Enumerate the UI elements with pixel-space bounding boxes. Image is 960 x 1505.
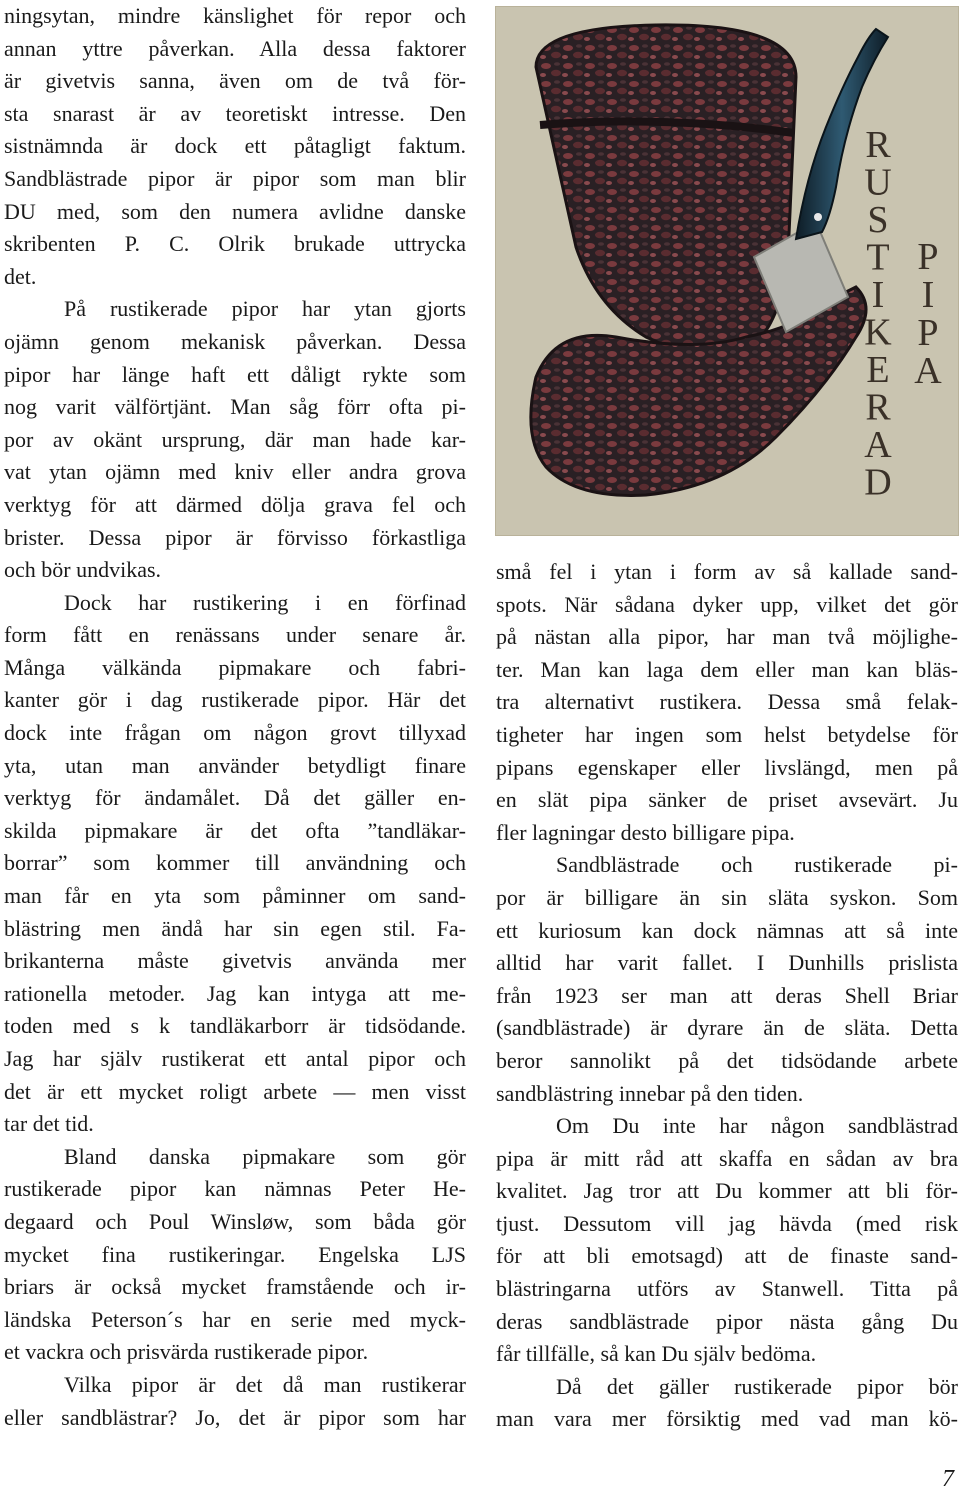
text-line: ett kuriosum kan dock nämnas att så inte [496,917,958,943]
figure-letter: D [864,461,892,504]
text-line: form fått en renässans under senare år. [4,622,466,648]
text-line: rationella metoder. Jag kan intyga att me- [4,980,466,1006]
text-line: spots. När sådana dyker upp, vilket det gör [496,591,958,617]
text-line: rustikerade pipor kan nämnas Peter He- [4,1176,466,1202]
text-line: tigheter har ingen som helst betydelse för [496,721,958,747]
text-line: sta snarast är av teoretiskt intresse. Den [4,100,466,126]
text-line: ojämn genom mekanisk påverkan. Dessa [4,328,466,354]
text-line: ningsytan, mindre känslighet för repor och [4,3,466,28]
text-line: ländska Peterson´s har en serie med myck- [4,1306,466,1332]
text-line: blästring men ändå har sin egen stil. Fa- [4,915,466,941]
text-line: Jag har själv rustikerat ett antal pipor och [4,1046,466,1071]
text-line: På rustikerade pipor har ytan gjorts [64,296,466,322]
text-line: verktyg för att därmed dölja grava fel och [4,491,466,517]
text-line: borrar” som kommer till användning och [4,850,466,876]
text-line: skribenten P. C. Olrik brukade uttrycka [4,231,466,257]
text-line: det är ett mycket roligt arbete — men visst [4,1078,466,1104]
text-line: Om Du inte har någon sandblästrad [556,1113,958,1139]
figure-letter: R [865,386,891,429]
text-line: deras sandblästrade pipor nästa gång Du [496,1308,958,1334]
text-line: och bör undvikas. [4,557,162,583]
text-line: toden med s k tandläkarborr är tidsödande. [4,1013,466,1039]
text-line: får tillfälle, så kan Du själv bedöma. [496,1341,817,1367]
text-line: por är billigare än sin släta syskon. Som [496,884,958,910]
text-line: skilda pipmakare är det ofta ”tandläkar- [4,817,466,843]
figure-letter: K [864,311,892,354]
text-line: man vara mer försiktig med vad man kö- [496,1406,958,1432]
text-line: yta, utan man använder betydligt finare [4,752,466,778]
text-line: Dock har rustikering i en förfinad [64,589,466,615]
text-line: tar det tid. [4,1111,94,1137]
text-line: från 1923 ser man att deras Shell Briar [496,982,958,1008]
text-line: mycket fina rustikeringar. Engelska LJS [4,1241,466,1267]
text-line: är givetvis sanna, även om de två för- [4,68,466,94]
text-line: beror sannolikt på det tidsödande arbete [496,1047,958,1073]
text-line: blästringarna utförs av Stanwell. Titta på [496,1276,958,1302]
figure-letter: R [865,124,891,166]
text-line: (sandblästrade) är dyrare än de släta. Detta [496,1015,958,1041]
text-line: briars är också mycket framstående och ir- [4,1274,466,1300]
left-text-column [4,0,466,1434]
text-line: sandblästring innebar på den tiden. [496,1080,804,1106]
pipe-image [496,7,958,535]
text-line: ter. Man kan laga dem eller man kan bläs- [496,656,958,682]
text-line: dock inte frågan om någon grovt tillyxad [4,720,466,746]
text-line: tra alternativt rustikera. Dessa små felak- [496,689,958,715]
text-line: Många välkända pipmakare och fabri- [4,654,466,680]
text-line: Då det gäller rustikerade pipor bör [556,1373,958,1399]
figure-letter: U [864,161,892,204]
text-line: Bland danska pipmakare som gör [64,1143,466,1169]
text-line: för att bli emotsagd) att de finaste sand- [496,1243,958,1269]
text-line: et vackra och prisvärda rustikerade pipor. [4,1339,369,1365]
figure-letter: S [867,199,889,241]
text-line: på nästan alla pipor, har man två möjlighe- [496,624,958,650]
text-line: fler lagningar desto billigare pipa. [496,819,795,845]
text-line: en slät pipa sänker de priset avsevärt. Ju [496,787,958,813]
figure-letter: P [917,236,939,278]
text-line: degaard och Poul Winsløw, som båda gör [4,1208,466,1234]
figure-letter: T [866,236,890,279]
text-line: annan yttre påverkan. Alla dessa faktorer [4,35,466,61]
figure-letter: P [917,312,939,354]
text-line: por av okänt ursprung, där man hade kar- [4,426,466,452]
text-line: eller sandblästrar? Jo, det är pipor som har [4,1404,466,1430]
rustikerad-pipa-illustration [495,6,959,536]
text-line: DU med, som den numera avlidne danske [4,198,466,224]
figure-letter: A [914,350,942,392]
text-line: verktyg för ändamålet. Då det gäller en- [4,785,466,811]
text-line: kanter gör i dag rustikerade pipor. Här det [4,687,466,713]
text-line: kvalitet. Jag tror att Du kommer att bli för- [496,1178,958,1204]
figure-letter: I [921,274,935,316]
text-line: det. [4,263,37,289]
text-line: Sandblästrade pipor är pipor som man blir [4,165,466,191]
text-line: alltid har varit fallet. I Dunhills prislista [496,950,958,976]
text-line: pipor har länge haft ett dåligt rykte som [4,361,466,387]
text-line: tjust. Dessutom vill jag hävda (med risk [496,1210,958,1236]
text-line: vat ytan ojämn med kniv eller andra grova [4,459,466,485]
right-text-column [496,556,958,1436]
figure-letter: I [871,274,885,316]
text-line: brister. Dessa pipor är förvisso förkastliga [4,524,466,550]
figure-letter: E [866,349,890,391]
text-line: brikanterna måste givetvis använda mer [4,948,466,974]
text-line: små fel i ytan i form av så kallade sand- [496,559,958,584]
text-line: pipa är mitt råd att skaffa en sådan av bra [496,1145,958,1171]
text-line: pipans egenskaper eller livslängd, men på [496,754,958,780]
text-line: Sandblästrade och rustikerade pi- [556,852,958,878]
text-line: man får en yta som påminner om sand- [4,883,466,909]
text-line: nog varit välförtjänt. Man såg förr ofta pi- [4,394,466,420]
text-line: sistnämnda är dock ett påtagligt faktum. [4,133,466,159]
page-number: 7 [942,1466,954,1492]
text-line: Vilka pipor är det då man rustikerar [64,1371,466,1397]
figure-letter: A [864,424,892,466]
